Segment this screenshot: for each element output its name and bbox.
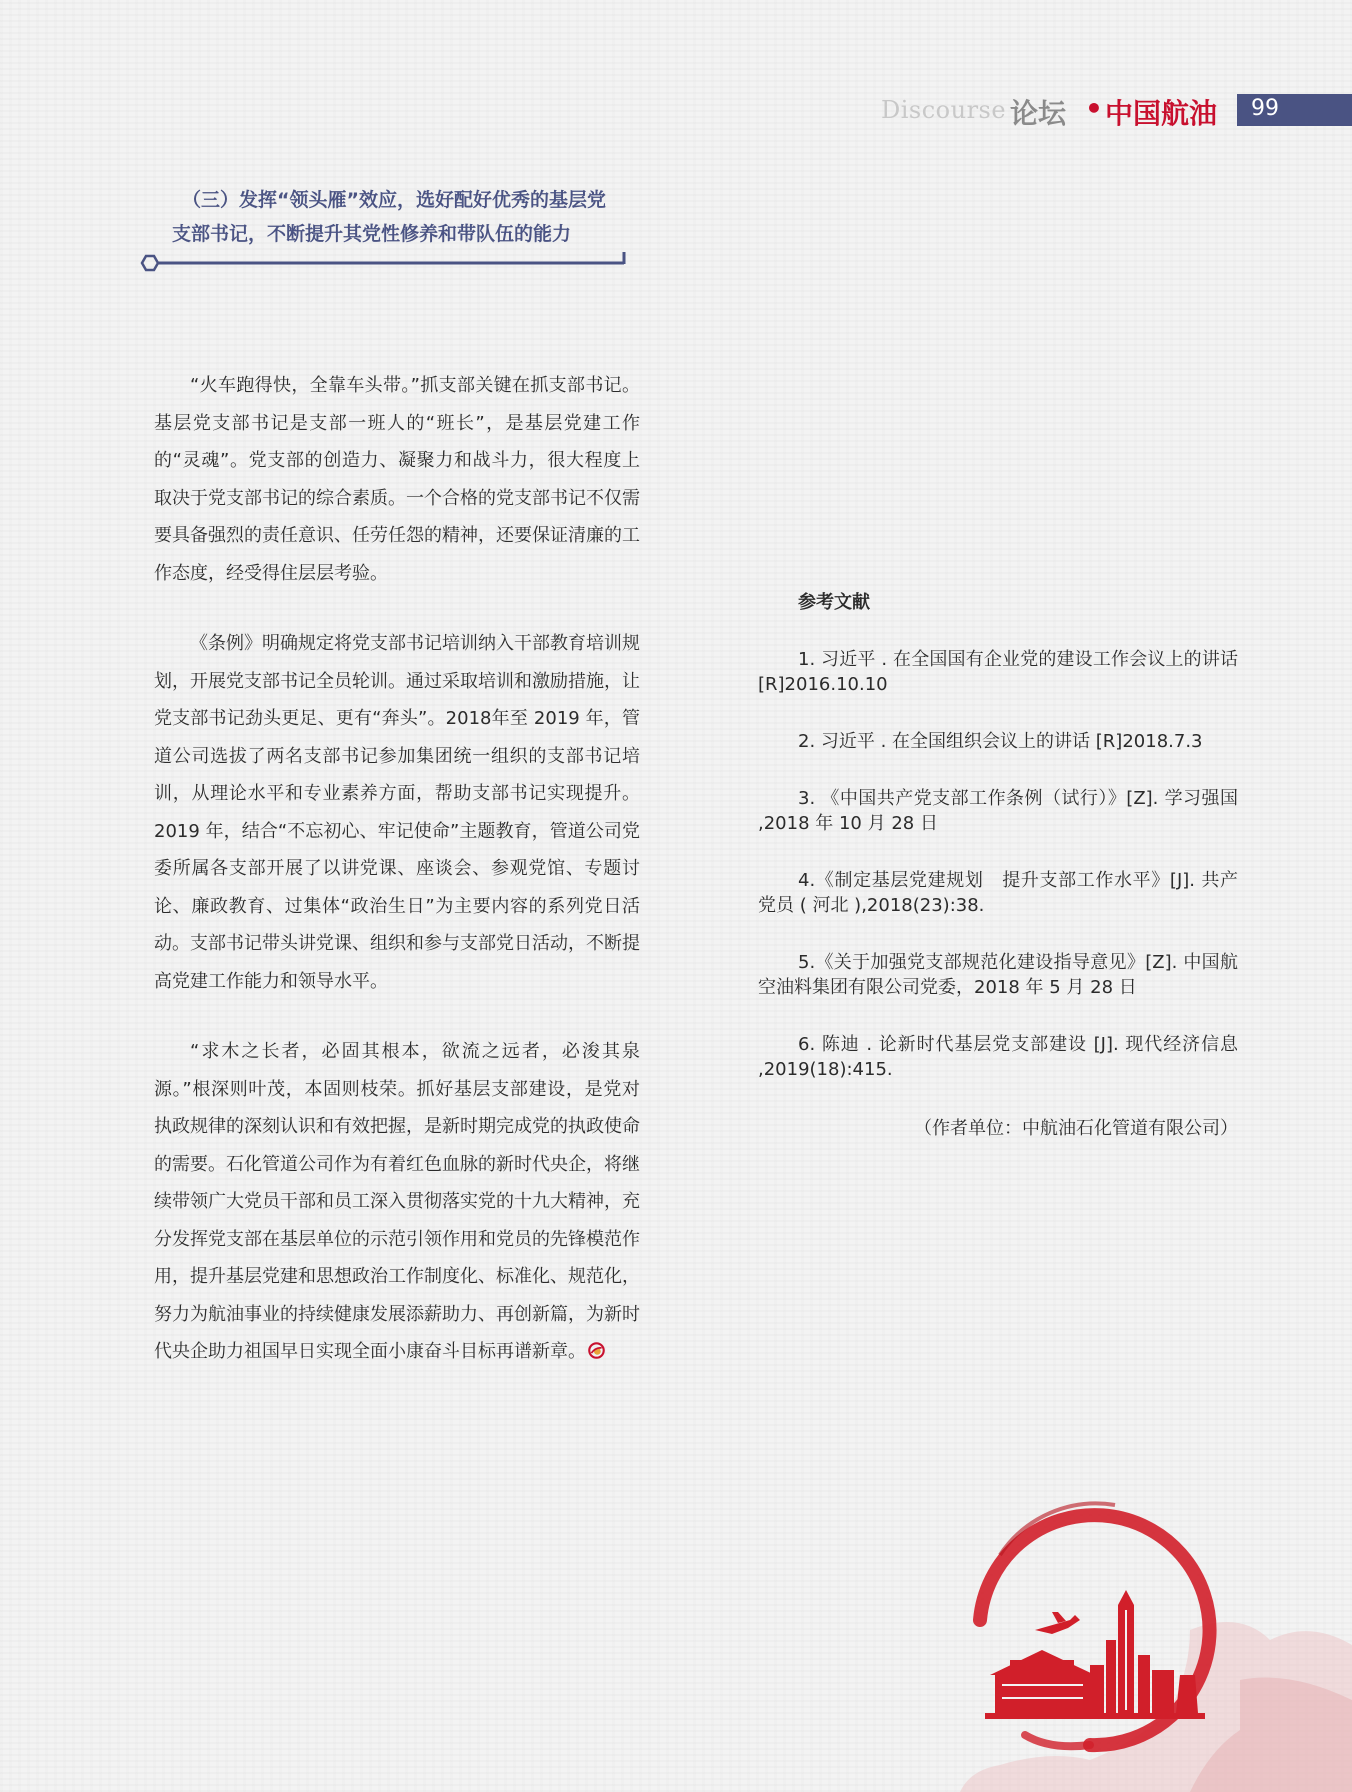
references-section <box>758 588 1238 1140</box>
section-heading-line2: 支部书记，不断提升其党性修养和带队伍的能力 <box>172 223 572 245</box>
author-affiliation: （作者单位：中航油石化管道有限公司） <box>914 1118 1238 1139</box>
body-paragraph: 《条例》明确规定将党支部书记培训纳入干部教育培训规划，开展党支部书记全员轮训。通过采取培训和激励措施，让党支部书记劲头更足、更有“奔头”。2018年至 2019 年，管道公司选拔了两名支部书记参加集团统一组织的支部书记培训，从理论水平和专业素养方面，帮助支部书记实现提升。2019 年，结合“不忘初心、牢记使命”主题教育，管道公司党委所属各支部开展了以讲党课、座谈会、参观党馆、专题讨论、廉政教育、过集体“政治生日”为主要内容的系列党日活动。支部书记带头讲党课、组织和参与支部党日活动，不断提高党建工作能力和领导水平。 <box>154 633 640 992</box>
page-number: 99 <box>1251 96 1279 121</box>
reference-item: 1. 习近平 . 在全国国有企业党的建设工作会议上的讲话 [R]2016.10.10 <box>758 649 1238 695</box>
reference-item: 4.《制定基层党建规划 提升支部工作水平》[J]. 共产党员 ( 河北 ),2018(23):38. <box>758 870 1238 916</box>
body-paragraph: “火车跑得快，全靠车头带。”抓支部关键在抓支部书记。基层党支部书记是支部一班人的“班长”，是基层党建工作的“灵魂”。党支部的创造力、凝聚力和战斗力，很大程度上取决于党支部书记的综合素质。一个合格的党支部书记不仅需要具备强烈的责任意识、任劳任怨的精神，还要保证清廉的工作态度，经受得住层层考验。 <box>154 375 640 584</box>
article-body <box>154 367 640 1404</box>
body-paragraph <box>154 1033 640 1371</box>
section-label-cn: 论坛 <box>1010 97 1067 130</box>
reference-item: 3. 《中国共产党支部工作条例（试行）》[Z]. 学习强国 ,2018 年 10 月 28 日 <box>758 788 1238 834</box>
reference-item: 2. 习近平 . 在全国组织会议上的讲话 [R]2018.7.3 <box>798 731 1203 752</box>
magazine-name: 中国航油 <box>1105 97 1218 130</box>
article-end-logo-icon <box>588 1342 605 1359</box>
page-header <box>0 92 1352 128</box>
decorative-ink-circle-emblem-icon <box>940 1470 1352 1792</box>
body-paragraph-text: “求木之长者，必固其根本，欲流之远者，必浚其泉源。”根深则叶茂，本固则枝荣。抓好基层支部建设，是党对执政规律的深刻认识和有效把握，是新时期完成党的执政使命的需要。石化管道公司作为有着红色血脉的新时代央企，将继续带领广大党员干部和员工深入贯彻落实党的十九大精神，充分发挥党支部在基层单位的示范引领作用和党员的先锋模范作用，提升基层党建和思想政治工作制度化、标准化、规范化，努力为航油事业的持续健康发展添薪助力、再创新篇，为新时代央企助力祖国早日实现全面小康奋斗目标再谱新章。 <box>154 1041 640 1362</box>
reference-item: 5.《关于加强党支部规范化建设指导意见》[Z]. 中国航空油料集团有限公司党委，2018 年 5 月 28 日 <box>758 952 1238 998</box>
heading-rule-divider <box>140 252 626 274</box>
reference-item: 6. 陈迪 . 论新时代基层党支部建设 [J]. 现代经济信息 ,2019(18):415. <box>758 1034 1238 1080</box>
page-number-badge <box>1237 94 1352 126</box>
section-heading <box>154 183 646 251</box>
section-heading-line1: （三）发挥“领头雁”效应，选好配好优秀的基层党 <box>182 189 606 211</box>
section-label-en: Discourse <box>881 96 1007 124</box>
references-title: 参考文献 <box>798 592 870 613</box>
header-separator: • <box>1085 92 1103 125</box>
